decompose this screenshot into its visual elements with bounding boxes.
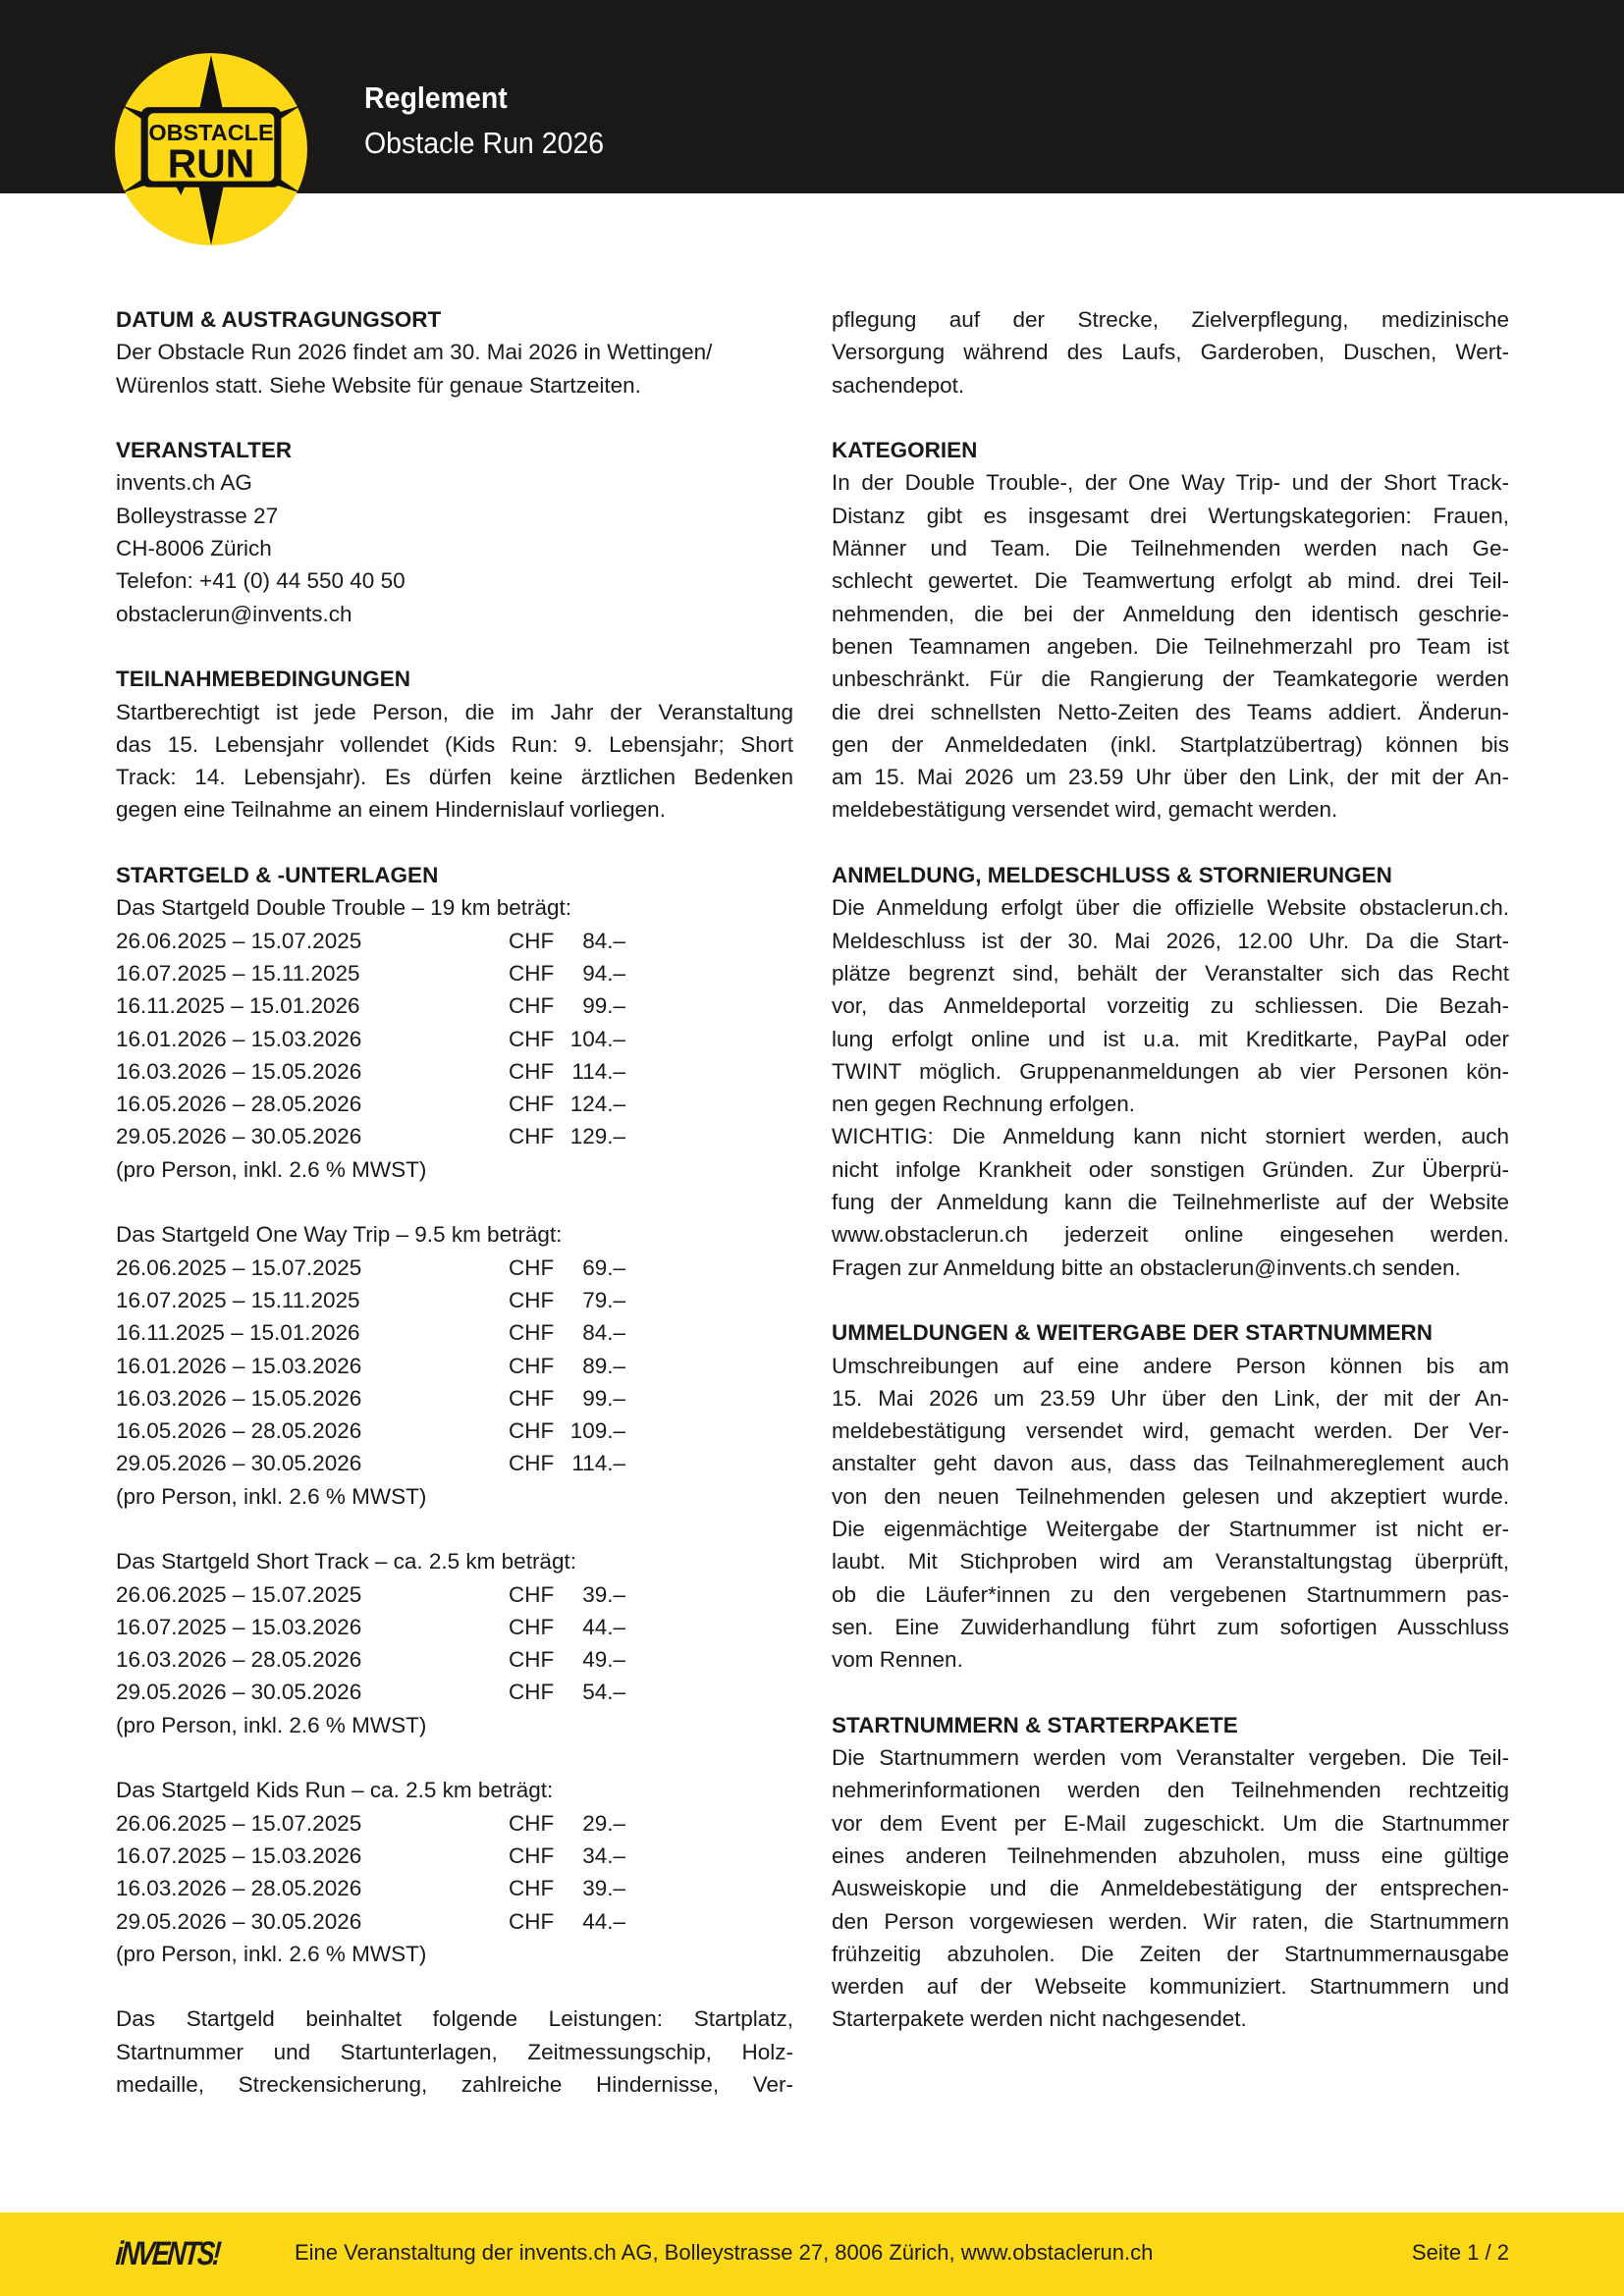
text-line: laubt. Mit Stichproben wird am Veranstaltungstag überprüft, [832, 1549, 1509, 1575]
paragraph [832, 1741, 1509, 2036]
section-anmeldung [832, 859, 1509, 1284]
text-line: sen. Eine Zuwiderhandlung führt zum sofortigen Ausschluss [832, 1614, 1509, 1639]
fee-currency: CHF [509, 1353, 555, 1378]
fee-row [116, 1872, 793, 1904]
fee-date-range: 16.01.2026 – 15.03.2026 [116, 1026, 362, 1051]
fee-amount: 104.– [569, 1026, 625, 1051]
fee-currency: CHF [509, 1581, 555, 1607]
fee-table-title: Das Startgeld One Way Trip – 9.5 km beträgt: [116, 1222, 563, 1248]
fee-amount: 79.– [582, 1287, 625, 1312]
fee-currency: CHF [509, 1418, 555, 1444]
text-line: nehmenden, die bei der Anmeldung den identisch geschrie- [832, 601, 1509, 626]
text-line: Meldeschluss ist der 30. Mai 2026, 12.00 Uhr. Da die Start- [832, 928, 1509, 953]
text-line: In der Double Trouble-, der One Way Trip- und der Short Track- [832, 470, 1509, 496]
fee-date-range: 26.06.2025 – 15.07.2025 [116, 928, 362, 953]
text-line: Ausweiskopie und die Anmeldebestätigung der entsprechen- [832, 1876, 1509, 1901]
fee-row [116, 957, 793, 989]
obstacle-run-logo-icon [111, 49, 311, 249]
section-leistungen-continued [832, 303, 1509, 401]
text-line: WICHTIG: Die Anmeldung kann nicht storniert werden, auch [832, 1124, 1509, 1149]
fee-currency: CHF [509, 1647, 555, 1673]
page-number: Seite 1 / 2 [1411, 2240, 1509, 2265]
section-heading: DATUM & AUSTRAGUNGSORT [116, 307, 442, 332]
fee-currency: CHF [509, 1680, 555, 1705]
fee-currency: CHF [509, 1908, 555, 1934]
fee-row [116, 1905, 793, 1938]
fee-row [116, 1023, 793, 1055]
fee-currency: CHF [509, 1026, 555, 1051]
text-line: ob die Läufer*innen zu den vergebenen Startnummern pas- [832, 1581, 1509, 1607]
paragraph [832, 1350, 1509, 1677]
organizer-phone: Telefon: +41 (0) 44 550 40 50 [116, 568, 406, 594]
text-line: nicht infolge Krankheit oder sonstigen Gründen. Zur Überprü- [832, 1156, 1509, 1182]
fee-amount: 29.– [582, 1810, 625, 1836]
fee-date-range: 16.05.2026 – 28.05.2026 [116, 1418, 362, 1444]
fee-row [116, 1611, 793, 1643]
text-line: werden auf der Webseite kommuniziert. Startnummern und [832, 1974, 1509, 2000]
text-line: Die Startnummern werden vom Veranstalter vergeben. Die Teil- [832, 1745, 1509, 1771]
fee-table-note: (pro Person, inkl. 2.6 % MWST) [116, 1941, 427, 1966]
fee-date-range: 16.07.2025 – 15.03.2026 [116, 1842, 362, 1868]
organizer-email[interactable]: obstaclerun@invents.ch [116, 601, 352, 626]
text-line: meldebestätigung versendet wird, gemacht werden. [832, 797, 1338, 823]
fee-currency: CHF [509, 1320, 555, 1346]
fee-row [116, 1415, 793, 1447]
text-line: benen Teamnamen angeben. Die Teilnehmerzahl pro Team ist [832, 633, 1509, 659]
section-heading: UMMELDUNGEN & WEITERGABE DER STARTNUMMERN [832, 1320, 1434, 1346]
fee-row [116, 1088, 793, 1120]
section-kategorien [832, 434, 1509, 827]
fee-currency: CHF [509, 993, 555, 1019]
fee-table-note: (pro Person, inkl. 2.6 % MWST) [116, 1483, 427, 1509]
section-teilnahmebedingungen [116, 663, 793, 826]
right-column [832, 303, 1509, 2036]
fee-row [116, 1252, 793, 1284]
fee-amount: 129.– [569, 1124, 625, 1149]
text-line: von den neuen Teilnehmenden gelesen und akzeptiert wurde. [832, 1483, 1509, 1509]
text-line: Startberechtigt ist jede Person, die im Jahr der Veranstaltung [116, 699, 793, 724]
section-heading: ANMELDUNG, MELDESCHLUSS & STORNIERUNGEN [832, 863, 1392, 888]
fee-row [116, 1284, 793, 1316]
logo-text-top: OBSTACLE [148, 119, 274, 145]
fee-amount: 89.– [582, 1353, 625, 1378]
fee-currency: CHF [509, 1810, 555, 1836]
fee-amount: 84.– [582, 928, 625, 953]
fee-date-range: 16.11.2025 – 15.01.2026 [116, 993, 360, 1019]
fee-date-range: 16.03.2026 – 28.05.2026 [116, 1876, 362, 1901]
fee-amount: 34.– [582, 1842, 625, 1868]
text-line: nen gegen Rechnung erfolgen. [832, 1092, 1136, 1117]
fee-row [116, 1807, 793, 1840]
fee-currency: CHF [509, 1092, 555, 1117]
fee-date-range: 29.05.2026 – 30.05.2026 [116, 1124, 362, 1149]
fee-table [116, 1218, 793, 1545]
section-datum [116, 303, 793, 401]
text-line: TWINT möglich. Gruppenanmeldungen ab vier Personen kön- [832, 1058, 1509, 1084]
fee-table-note: (pro Person, inkl. 2.6 % MWST) [116, 1712, 427, 1737]
fee-amount: 39.– [582, 1876, 625, 1901]
text-line: www.obstaclerun.ch jederzeit online eingesehen werden. [832, 1222, 1509, 1248]
fee-amount: 84.– [582, 1320, 625, 1346]
fee-amount: 69.– [582, 1255, 625, 1280]
text-line: Der Obstacle Run 2026 findet am 30. Mai 2026 in Wettingen/ [116, 340, 713, 365]
fee-currency: CHF [509, 1287, 555, 1312]
fee-tables [116, 891, 793, 2002]
fee-amount: 114.– [571, 1058, 625, 1084]
section-heading: STARTNUMMERN & STARTERPAKETE [832, 1712, 1238, 1737]
text-line: medaille, Streckensicherung, zahlreiche Hindernisse, Ver- [116, 2072, 793, 2098]
section-veranstalter [116, 434, 793, 630]
fee-row [116, 1447, 793, 1479]
text-line: unbeschränkt. Für die Rangierung der Teamkategorie werden [832, 667, 1509, 692]
fee-row [116, 1382, 793, 1415]
organizer-name: invents.ch AG [116, 470, 252, 496]
fee-amount: 99.– [582, 1385, 625, 1411]
fee-currency: CHF [509, 1124, 555, 1149]
fee-table [116, 891, 793, 1218]
text-line: vor, das Anmeldeportal vorzeitig zu schliessen. Die Bezah- [832, 993, 1509, 1019]
fee-currency: CHF [509, 1058, 555, 1084]
text-line: am 15. Mai 2026 um 23.59 Uhr über den Link, der mit der An- [832, 765, 1509, 790]
text-line: gegen eine Teilnahme an einem Hindernislauf vorliegen. [116, 797, 666, 823]
document-title: Reglement [364, 80, 508, 115]
fee-amount: 44.– [582, 1908, 625, 1934]
fee-row [116, 1676, 793, 1708]
text-line: Fragen zur Anmeldung bitte an obstaclerun@invents.ch senden. [832, 1255, 1461, 1280]
text-line: Die eigenmächtige Weitergabe der Startnummer ist nicht er- [832, 1516, 1509, 1541]
text-line: anstalter geht davon aus, dass das Teilnahmereglement auch [832, 1451, 1509, 1476]
paragraph [832, 891, 1509, 1120]
text-line: Umschreibungen auf eine andere Person können bis am [832, 1353, 1509, 1378]
text-line: die drei schnellsten Netto-Zeiten des Teams addiert. Änderun- [832, 699, 1509, 724]
fee-amount: 99.– [582, 993, 625, 1019]
fee-amount: 54.– [582, 1680, 625, 1705]
text-line: Startnummer und Startunterlagen, Zeitmessungschip, Holz- [116, 2039, 793, 2064]
text-line: pflegung auf der Strecke, Zielverpflegung, medizinische [832, 307, 1509, 332]
text-line: 15. Mai 2026 um 23.59 Uhr über den Link, der mit der An- [832, 1385, 1509, 1411]
fee-row [116, 989, 793, 1022]
fee-currency: CHF [509, 1876, 555, 1901]
text-line: vom Rennen. [832, 1647, 963, 1673]
section-heading: TEILNAHMEBEDINGUNGEN [116, 667, 411, 692]
paragraph [832, 1120, 1509, 1283]
text-line: nehmerinformationen werden den Teilnehmenden rechtzeitig [832, 1778, 1509, 1803]
fee-table-title: Das Startgeld Double Trouble – 19 km beträgt: [116, 895, 572, 921]
text-line: Starterpakete werden nicht nachgesendet. [832, 2006, 1247, 2032]
page-header [0, 0, 1624, 193]
text-line: Distanz gibt es insgesamt drei Wertungskategorien: Frauen, [832, 503, 1509, 528]
document-subtitle: Obstacle Run 2026 [364, 126, 605, 160]
fee-date-range: 16.11.2025 – 15.01.2026 [116, 1320, 360, 1346]
footer-organizer-info: Eine Veranstaltung der invents.ch AG, Bolleystrasse 27, 8006 Zürich, www.obstaclerun.ch [295, 2240, 1154, 2265]
fee-table-title: Das Startgeld Short Track – ca. 2.5 km beträgt: [116, 1549, 576, 1575]
fee-amount: 114.– [571, 1451, 625, 1476]
fee-row [116, 1120, 793, 1152]
fee-date-range: 16.01.2026 – 15.03.2026 [116, 1353, 362, 1378]
fee-amount: 39.– [582, 1581, 625, 1607]
text-line: plätze begrenzt sind, behält der Veranstalter sich das Recht [832, 960, 1509, 986]
text-line: Versorgung während des Laufs, Garderoben, Duschen, Wert- [832, 340, 1509, 365]
fee-table-title: Das Startgeld Kids Run – ca. 2.5 km beträgt: [116, 1778, 554, 1803]
fee-date-range: 29.05.2026 – 30.05.2026 [116, 1680, 362, 1705]
text-line: eines anderen Teilnehmenden abzuholen, muss eine gültige [832, 1842, 1509, 1868]
fee-row [116, 925, 793, 957]
page-footer [0, 2213, 1624, 2296]
fee-date-range: 16.05.2026 – 28.05.2026 [116, 1092, 362, 1117]
fee-currency: CHF [509, 1255, 555, 1280]
fee-date-range: 16.07.2025 – 15.11.2025 [116, 960, 360, 986]
text-line: schlecht gewertet. Die Teamwertung erfolgt ab mind. drei Teil- [832, 568, 1509, 594]
text-line: das 15. Lebensjahr vollendet (Kids Run: 9. Lebensjahr; Short [116, 731, 793, 757]
fee-currency: CHF [509, 1385, 555, 1411]
text-line: gen der Anmeldedaten (inkl. Startplatzübertrag) können bis [832, 731, 1509, 757]
section-startnummern [832, 1709, 1509, 2036]
fee-currency: CHF [509, 1842, 555, 1868]
fee-currency: CHF [509, 1451, 555, 1476]
fee-amount: 124.– [569, 1092, 625, 1117]
fee-date-range: 29.05.2026 – 30.05.2026 [116, 1908, 362, 1934]
fee-amount: 109.– [569, 1418, 625, 1444]
section-ummeldungen [832, 1316, 1509, 1676]
logo-text-bottom: RUN [167, 140, 255, 187]
text-line: Track: 14. Lebensjahr). Es dürfen keine ärztlichen Bedenken [116, 765, 793, 790]
fee-row [116, 1055, 793, 1088]
section-heading: KATEGORIEN [832, 438, 978, 463]
fee-currency: CHF [509, 960, 555, 986]
paragraph [832, 466, 1509, 826]
fee-date-range: 29.05.2026 – 30.05.2026 [116, 1451, 362, 1476]
fee-currency: CHF [509, 928, 555, 953]
text-line: meldebestätigung versendet wird, gemacht werden. Der Ver- [832, 1418, 1509, 1444]
fee-table-note: (pro Person, inkl. 2.6 % MWST) [116, 1156, 427, 1182]
fee-row [116, 1643, 793, 1676]
fee-table [116, 1545, 793, 1774]
fee-date-range: 16.03.2026 – 15.05.2026 [116, 1385, 362, 1411]
fee-date-range: 16.03.2026 – 28.05.2026 [116, 1647, 362, 1673]
text-line: sachendepot. [832, 372, 965, 398]
left-column [116, 303, 793, 2101]
fee-date-range: 26.06.2025 – 15.07.2025 [116, 1810, 362, 1836]
section-heading: VERANSTALTER [116, 438, 293, 463]
fee-date-range: 26.06.2025 – 15.07.2025 [116, 1581, 362, 1607]
fee-row [116, 1840, 793, 1872]
section-startgeld [116, 859, 793, 2101]
text-line: vor dem Event per E-Mail zugeschickt. Um die Startnummer [832, 1810, 1509, 1836]
fee-date-range: 16.07.2025 – 15.03.2026 [116, 1614, 362, 1639]
text-line: lung erfolgt online und ist u.a. mit Kreditkarte, PayPal oder [832, 1026, 1509, 1051]
fee-row [116, 1316, 793, 1349]
text-line: Das Startgeld beinhaltet folgende Leistungen: Startplatz, [116, 2006, 793, 2032]
text-line: frühzeitig abzuholen. Die Zeiten der Startnummernausgabe [832, 1941, 1509, 1966]
fee-amount: 49.– [582, 1647, 625, 1673]
organizer-city: CH-8006 Zürich [116, 536, 272, 561]
text-line: Männer und Team. Die Teilnehmenden werden nach Ge- [832, 536, 1509, 561]
fee-date-range: 16.03.2026 – 15.05.2026 [116, 1058, 362, 1084]
text-line: Würenlos statt. Siehe Website für genaue Startzeiten. [116, 372, 641, 398]
text-line: den Person vorgewiesen werden. Wir raten, die Startnummern [832, 1908, 1509, 1934]
text-line: fung der Anmeldung kann die Teilnehmerliste auf der Website [832, 1190, 1509, 1215]
section-heading: STARTGELD & -UNTERLAGEN [116, 863, 439, 888]
text-line: Die Anmeldung erfolgt über die offizielle Website obstaclerun.ch. [832, 895, 1509, 921]
fee-amount: 94.– [582, 960, 625, 986]
fee-table [116, 1774, 793, 2002]
fee-currency: CHF [509, 1614, 555, 1639]
fee-amount: 44.– [582, 1614, 625, 1639]
invents-logo-icon: iNVENTS! [114, 2235, 221, 2272]
fee-row [116, 1578, 793, 1611]
fee-row [116, 1350, 793, 1382]
organizer-street: Bolleystrasse 27 [116, 503, 279, 528]
fee-date-range: 16.07.2025 – 15.11.2025 [116, 1287, 360, 1312]
fee-date-range: 26.06.2025 – 15.07.2025 [116, 1255, 362, 1280]
